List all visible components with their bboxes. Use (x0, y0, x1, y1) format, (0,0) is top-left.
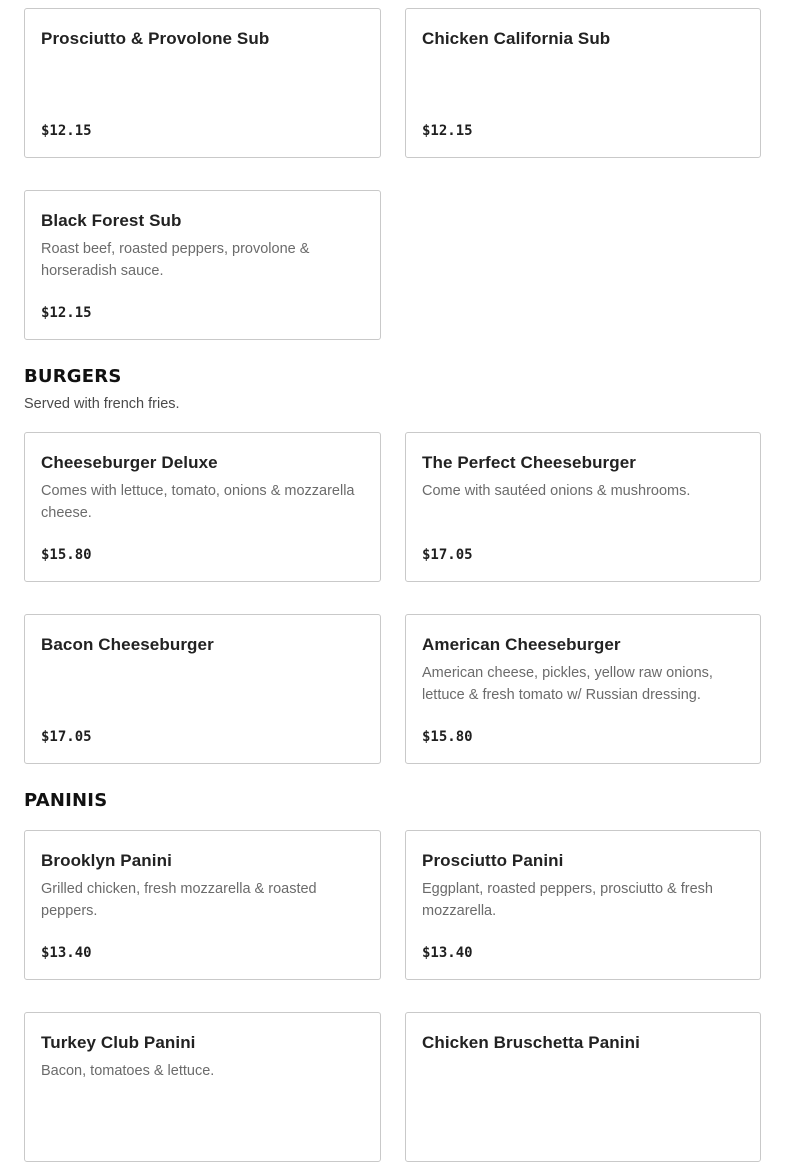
menu-item-description: Eggplant, roasted peppers, prosciutto & fresh mozzarella. (422, 881, 713, 919)
menu-item-name: Chicken California Sub (422, 29, 611, 48)
menu-item-card[interactable] (24, 8, 381, 158)
menu-item-name: The Perfect Cheeseburger (422, 453, 637, 472)
menu-list (24, 8, 761, 1162)
menu-item-name: Prosciutto Panini (422, 851, 564, 870)
menu-item-price: $15.80 (41, 547, 92, 563)
menu-item-card[interactable] (405, 8, 761, 158)
menu-item-name: Chicken Bruschetta Panini (422, 1033, 640, 1052)
menu-item-price: $13.40 (41, 945, 92, 961)
menu-item-description: Roast beef, roasted peppers, provolone & horseradish sauce. (41, 241, 310, 279)
menu-item-description: American cheese, pickles, yellow raw onions, lettuce & fresh tomato w/ Russian dressing. (422, 665, 713, 703)
menu-item-price: $17.05 (41, 729, 92, 745)
menu-item-price: $12.15 (422, 123, 473, 139)
section-subs (24, 8, 761, 340)
menu-item-name: American Cheeseburger (422, 635, 621, 654)
section-paninis (24, 790, 761, 1162)
menu-item-price: $13.40 (422, 945, 473, 961)
menu-item-card[interactable] (24, 432, 381, 582)
menu-item-name: Bacon Cheeseburger (41, 635, 214, 654)
menu-item-card[interactable] (24, 190, 381, 340)
menu-item-name: Cheeseburger Deluxe (41, 453, 218, 472)
menu-item-price: $12.15 (41, 123, 92, 139)
menu-item-card[interactable] (24, 614, 381, 764)
menu-item-name: Black Forest Sub (41, 211, 182, 230)
menu-item-card[interactable] (405, 614, 761, 764)
menu-item-card[interactable] (405, 830, 761, 980)
section-burgers (24, 366, 761, 764)
section-title: PANINIS (24, 790, 108, 811)
section-title: BURGERS (24, 366, 122, 387)
menu-item-card[interactable] (24, 830, 381, 980)
menu-item-price: $17.05 (422, 547, 473, 563)
menu-item-card[interactable] (405, 1012, 761, 1162)
menu-item-description: Comes with lettuce, tomato, onions & mozzarella cheese. (41, 483, 355, 521)
menu-item-description: Bacon, tomatoes & lettuce. (41, 1063, 215, 1079)
menu-item-description: Come with sautéed onions & mushrooms. (422, 483, 691, 499)
menu-item-price: $15.80 (422, 729, 473, 745)
menu-item-name: Turkey Club Panini (41, 1033, 196, 1052)
menu-item-name: Prosciutto & Provolone Sub (41, 29, 270, 48)
menu-item-name: Brooklyn Panini (41, 851, 172, 870)
burgers-grid (24, 432, 761, 764)
menu-item-description: Grilled chicken, fresh mozzarella & roasted peppers. (41, 881, 317, 919)
menu-item-card[interactable] (24, 1012, 381, 1162)
menu-item-card[interactable] (405, 432, 761, 582)
paninis-grid (24, 830, 761, 1162)
subs-grid (24, 8, 761, 340)
section-subtitle: Served with french fries. (24, 396, 180, 412)
menu-item-price: $12.15 (41, 305, 92, 321)
